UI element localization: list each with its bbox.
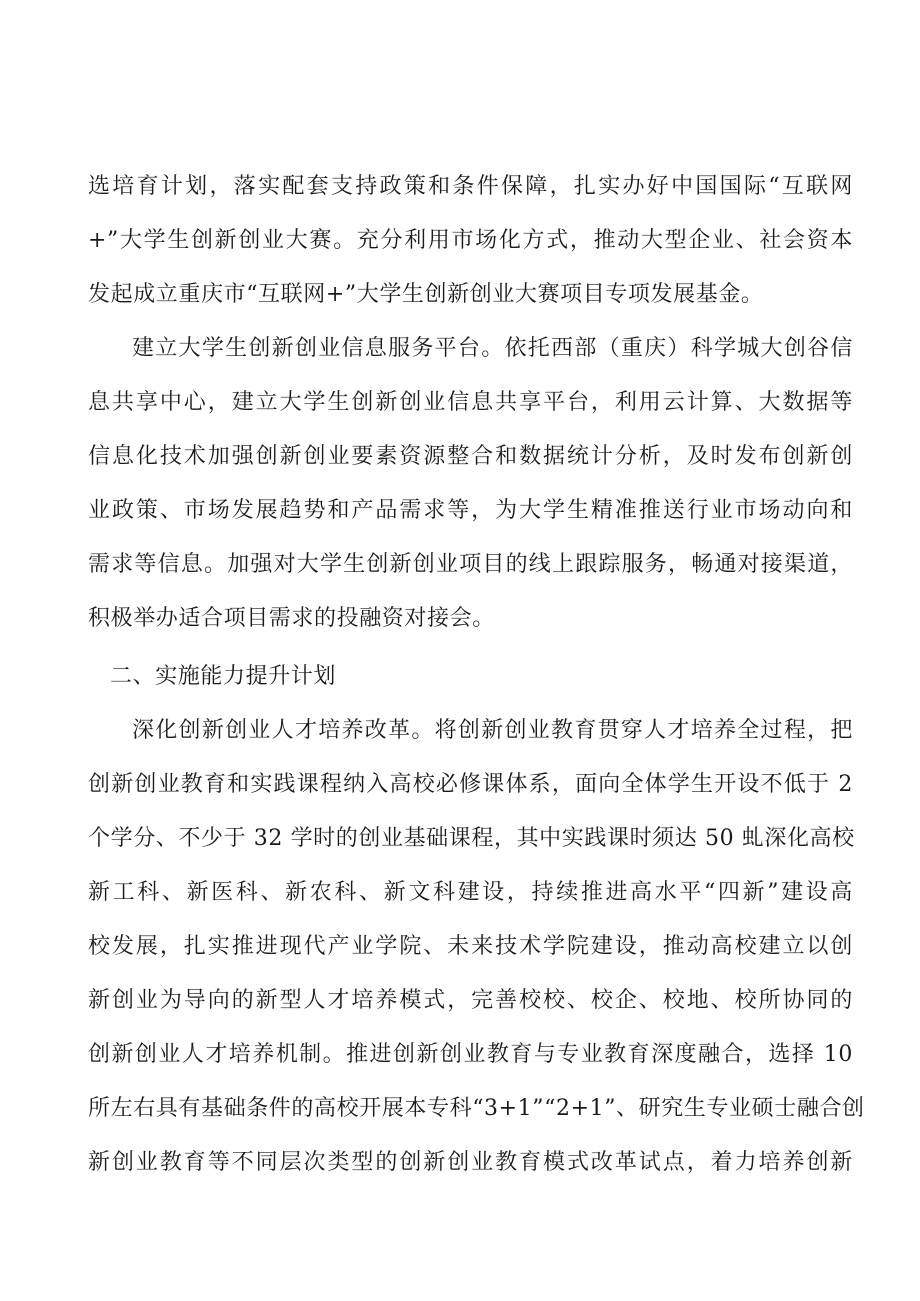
text-line: 创新创业人才培养机制。推进创新创业教育与专业教育深度融合，选择 10 [88, 1042, 853, 1067]
text-line: 新创业教育等不同层次类型的创新创业教育模式改革试点，着力培养创新 [88, 1150, 853, 1175]
text-line: 积极举办适合项目需求的投融资对接会。 [88, 606, 495, 631]
text-line: 深化创新创业人才培养改革。将创新创业教育贯穿人才培养全过程，把 [132, 718, 853, 743]
text-line: 需求等信息。加强对大学生创新创业项目的线上跟踪服务，畅通对接渠道， [88, 552, 853, 577]
text-line: 信息化技术加强创新创业要素资源整合和数据统计分析，及时发布创新创 [88, 444, 853, 469]
text-line: 新工科、新医科、新农科、新文科建设，持续推进高水平“四新”建设高 [88, 880, 853, 905]
text-line: +”大学生创新创业大赛。充分利用市场化方式，推动大型企业、社会资本 [88, 228, 853, 253]
text-line: 个学分、不少于 32 学时的创业基础课程，其中实践课时须达 50 虬深化高校 [88, 826, 855, 851]
text-line: 选培育计划，落实配套支持政策和条件保障，扎实办好中国国际“互联网 [88, 174, 853, 199]
text-line: 业政策、市场发展趋势和产品需求等，为大学生精准推送行业市场动向和 [88, 498, 853, 523]
text-line: 校发展，扎实推进现代产业学院、未来技术学院建设，推动高校建立以创 [88, 934, 853, 959]
text-line: 新创业为导向的新型人才培养模式，完善校校、校企、校地、校所协同的 [88, 988, 853, 1013]
text-line: 建立大学生创新创业信息服务平台。依托西部（重庆）科学城大创谷信 [132, 336, 853, 361]
text-line: 发起成立重庆市“互联网+”大学生创新创业大赛项目专项发展基金。 [88, 282, 764, 307]
section-heading: 二、实施能力提升计划 [110, 664, 337, 689]
text-line: 息共享中心，建立大学生创新创业信息共享平台，利用云计算、大数据等 [88, 390, 853, 415]
text-line: 创新创业教育和实践课程纳入高校必修课体系，面向全体学生开设不低于 2 [88, 772, 853, 797]
text-line: 所左右具有基础条件的高校开展本专科“3+1”“2+1”、研究生专业硕士融合创 [88, 1096, 865, 1121]
